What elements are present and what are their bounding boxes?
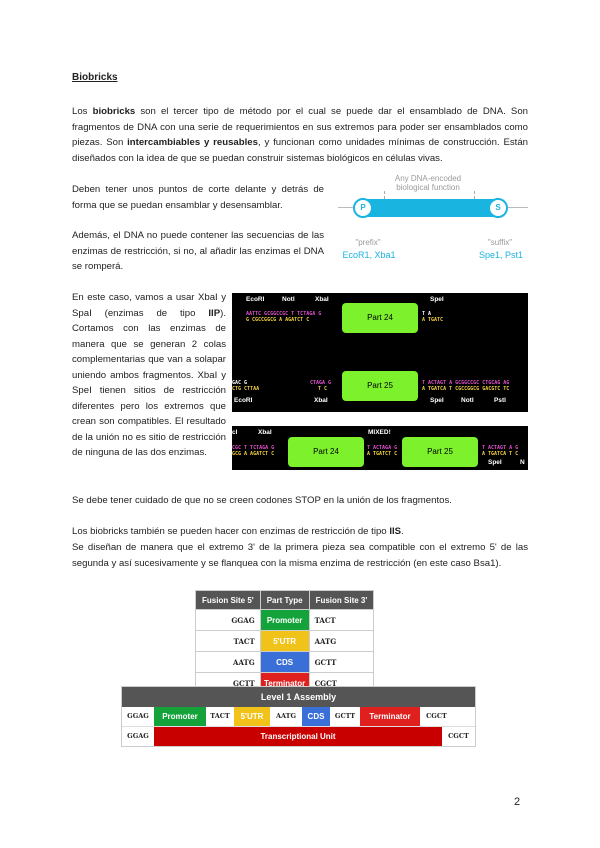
- fusion-sites-table: [195, 590, 374, 694]
- ecori-label-mid: EcoRI: [234, 397, 253, 404]
- prefix-node: P: [353, 198, 373, 218]
- prefix-label: "prefix": [355, 238, 381, 247]
- psti-label-mid: PstI: [494, 397, 506, 404]
- n-label: N: [520, 459, 525, 466]
- header-fusion-5: Fusion Site 5': [196, 591, 261, 610]
- fusion-cgct: CGCT: [420, 707, 453, 726]
- promoter-block: Promoter: [154, 707, 206, 726]
- seq-mid-2: T C: [318, 386, 328, 392]
- fusion-5-cell: AATG: [196, 652, 261, 673]
- restriction-paragraph: Además, el DNA no puede contener las secuencias de las enzimas de restricción, si no, al añadir las enzimas el DNA se romperá.: [72, 230, 324, 272]
- seq-bottom-mid-1: T ACTAGA G: [367, 445, 398, 451]
- part-type-5utr: 5'UTR: [260, 631, 309, 652]
- spei-label-mid: SpeI: [430, 397, 444, 404]
- iis-paragraph: Los biobricks también se pueden hacer con enzimas de restricción de tipo IIS.: [72, 526, 404, 537]
- cds-block: CDS: [302, 707, 330, 726]
- suffix-enzymes: Spe1, Pst1: [478, 250, 524, 260]
- part-24-top: Part 24: [342, 303, 418, 333]
- seq-top-1: AATTC GCGGCCGC T TCTAGA G: [246, 311, 322, 317]
- fusion-gctt: GCTT: [330, 707, 360, 726]
- fusion-3-cell: GCTT: [309, 652, 374, 673]
- noti-label: NotI: [282, 296, 295, 303]
- fusion-3-cell: CGCT: [309, 673, 374, 694]
- function-label: Any DNA-encoded biological function: [394, 174, 462, 192]
- part-24-bottom: Part 24: [288, 437, 364, 467]
- seq-mid-right-2: A TGATCA T CGCCGGCG GACGTC TC: [422, 386, 510, 392]
- table-row: [196, 610, 374, 631]
- seq-bottom-left-1: CGC T TCTAGA G: [232, 445, 275, 451]
- fusion-aatg: AATG: [270, 707, 302, 726]
- level1-assembly-table: [121, 686, 476, 747]
- cut-label: cI: [232, 429, 238, 436]
- seq-top-right-1: T A: [422, 311, 432, 317]
- terminator-block: Terminator: [360, 707, 420, 726]
- header-part-type: Part Type: [260, 591, 309, 610]
- bsa1-paragraph: Se diseñan de manera que el extremo 3' de la primera pieza sea compatible con el extremo 5' de las segunda y así sucesivamente y se flanquea con la misma enzima de restricción (en este caso Bsa1).: [72, 542, 528, 569]
- seq-mid-right-1: T ACTAGT A GCGGCCGC CTGCAG AG: [422, 380, 510, 386]
- stop-codon-paragraph: Se debe tener cuidado de que no se creen codones STOP en la unión de los fragmentos.: [72, 495, 452, 506]
- function-bar: [356, 199, 506, 217]
- part-type-promoter: Promoter: [260, 610, 309, 631]
- part-type-cds: CDS: [260, 652, 309, 673]
- biobrick-structure-diagram: [338, 174, 528, 264]
- cut-points-paragraph: Deben tener unos puntos de corte delante y detrás de forma que se puedan ensamblar y desensamblar.: [72, 184, 324, 211]
- transcriptional-unit-row: [122, 727, 475, 746]
- part-25-bottom: Part 25: [402, 437, 478, 467]
- header-fusion-3: Fusion Site 3': [309, 591, 374, 610]
- table-row: [196, 652, 374, 673]
- noti-label-mid: NotI: [461, 397, 474, 404]
- ligation-panel: [232, 293, 528, 412]
- xbai-spei-paragraph: En este caso, vamos a usar XbaI y SpaI (enzimas de tipo IIP). Cortamos con las enzimas de manera que se generan 2 colas complementarias que van a solapar uniendo ambos fragmentos. XbaI y SpeI tienen sitios de restricción diferentes pero los extremos que crean son compatibles. El resultado de la unión no es sitio de restricción de ninguna de las dos enzimas.: [72, 292, 226, 458]
- mixed-site-panel: [232, 426, 528, 470]
- seq-bottom-left-2: GCG A AGATCT C: [232, 451, 275, 457]
- fusion-5-cell: GGAG: [196, 610, 261, 631]
- transcriptional-unit-block: Transcriptional Unit: [154, 727, 442, 746]
- seq-top-2: G CGCCGGCG A AGATCT C: [246, 317, 310, 323]
- xbai-label: XbaI: [315, 296, 329, 303]
- assembly-parts-row: [122, 707, 475, 727]
- seq-bottom-mid-2: A TGATCT C: [367, 451, 398, 457]
- spei-label: SpeI: [430, 296, 444, 303]
- suffix-node: S: [488, 198, 508, 218]
- fusion-3-cell: TACT: [309, 610, 374, 631]
- spei-label-bottom: SpeI: [488, 459, 502, 466]
- fusion-5-cell: TACT: [196, 631, 261, 652]
- intro-paragraph: Los biobricks son el tercer tipo de método por el cual se puede dar el ensamblado de DNA. Son fragmentos de DNA con una serie de requerimientos en sus extremos para poder ser ensamblados como piezas. Son intercambiables y reusables, y funcionan como unidades mínimas de construcción. Están diseñados con la idea de que se puedan construir sistemas biológicos en células vivas.: [72, 106, 528, 164]
- part-25-mid: Part 25: [342, 371, 418, 401]
- prefix-enzymes: EcoR1, Xba1: [342, 250, 396, 260]
- mixed-label: MIXED!: [368, 429, 391, 436]
- level1-title: Level 1 Assembly: [122, 687, 475, 707]
- page-number: 2: [514, 796, 521, 808]
- xbai-label-mid: XbaI: [314, 397, 328, 404]
- xbai-label-bottom: XbaI: [258, 429, 272, 436]
- seq-top-right-2: A TGATC: [422, 317, 444, 323]
- table-row: [196, 631, 374, 652]
- fusion-5-cell: GCTT: [196, 673, 261, 694]
- seq-mid-left-1: GAC G: [232, 380, 248, 386]
- fusion-ggag: GGAG: [122, 707, 154, 726]
- ecori-label: EcoRI: [246, 296, 265, 303]
- seq-bottom-right-2: A TGATCA T C: [482, 451, 519, 457]
- fusion-tact: TACT: [206, 707, 234, 726]
- fusion-cgct-2: CGCT: [442, 727, 475, 746]
- fusion-3-cell: AATG: [309, 631, 374, 652]
- section-title: Biobricks: [72, 72, 118, 83]
- utr-block: 5'UTR: [234, 707, 270, 726]
- seq-mid-1: CTAGA G: [310, 380, 332, 386]
- seq-mid-left-2: CTG CTTAA: [232, 386, 260, 392]
- part-type-terminator: Terminator: [260, 673, 309, 694]
- fusion-ggag-2: GGAG: [122, 727, 154, 746]
- fusion-header-row: [196, 591, 374, 610]
- suffix-label: "suffix": [487, 238, 513, 247]
- seq-bottom-right-1: T ACTAGT A G: [482, 445, 519, 451]
